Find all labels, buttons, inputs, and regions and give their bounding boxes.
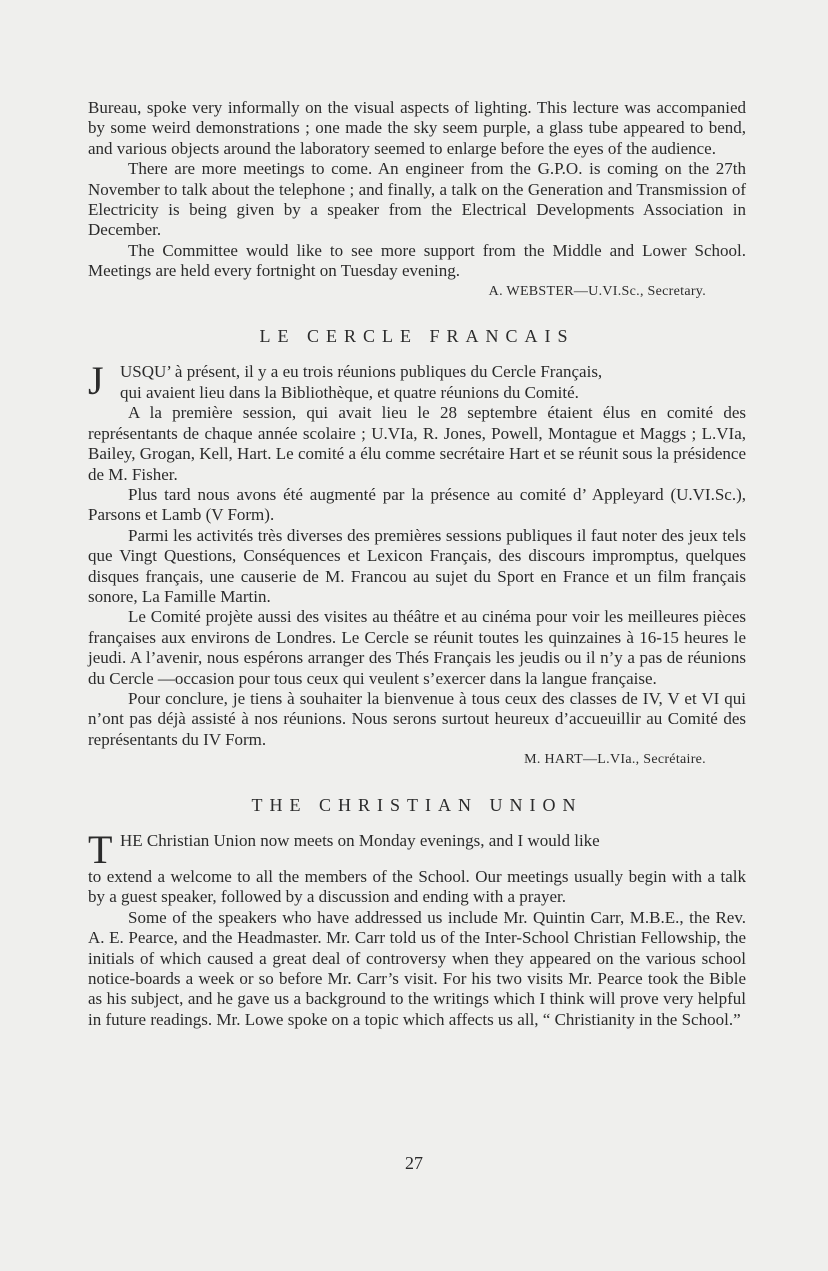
paragraph: Plus tard nous avons été augmenté par la présence au comité d’ Appleyard (U.VI.Sc.), Parsons et Lamb (V Form). xyxy=(88,484,746,525)
cercle-francais-section xyxy=(88,326,746,771)
paragraph: The Committee would like to see more support from the Middle and Lower School. Meetings are held every fortnight on Tuesday evening. xyxy=(88,240,746,281)
paragraph-continuation: qui avaient lieu dans la Bibliothèque, et quatre réunions du Comité. xyxy=(120,382,579,402)
drop-text xyxy=(120,362,746,403)
signature: A. WEBSTER—U.VI.Sc., Secretary. xyxy=(488,283,706,299)
paragraph: Pour conclure, je tiens à souhaiter la bienvenue à tous ceux des classes de IV, V et VI qui n’ont pas déjà assisté à nos réunions. Nous serons surtout heureux d’accueuillir au Comité des représentants du IV Form. xyxy=(88,688,746,749)
paragraph: Bureau, spoke very informally on the visual aspects of lighting. This lecture was accompanied by some weird demonstrations ; one made the sky seem purple, a glass tube appeared to bend, and various objects around the laboratory seemed to enlarge before the eyes of the audience. xyxy=(88,98,746,158)
drop-paragraph xyxy=(88,827,746,872)
article-column xyxy=(88,98,746,1030)
page-number: 27 xyxy=(405,1153,423,1173)
lighting-lecture-section xyxy=(88,98,746,302)
christian-union-section xyxy=(88,795,746,1031)
drop-text xyxy=(120,831,746,867)
paragraph-continuation: to extend a welcome to all the members of the School. Our meetings usually begin with a talk by a guest speaker, followed by a discussion and ending with a prayer. xyxy=(88,867,746,907)
paragraph: A la première session, qui avait lieu le 28 septembre étaient élus en comité des représentants de chaque année scolaire ; U.VIa, R. Jones, Powell, Montague et Maggs ; L.VIa, Bailey, Grogan, Kell, Hart. Le comité a élu comme secrétaire Hart et se réunit sous la présidence de M. Fisher. xyxy=(88,403,746,484)
section-heading: THE CHRISTIAN UNION xyxy=(251,794,583,815)
paragraph: Parmi les activités très diverses des premières sessions publiques il faut noter des jeux tels que Vingt Questions, Conséquences et Lexicon Français, des discours impromptus, quelques disques français, une causerie de M. Francou au sujet du Sport en France et un film français sonore, La Famille Martin. xyxy=(88,525,746,606)
drop-cap: T xyxy=(88,827,113,872)
paragraph: Le Comité projète aussi des visites au théâtre et au cinéma pour voir les meilleures pièces françaises aux environs de Londres. Le Cercle se réunit toutes les quinzaines à 16-15 heures le jeudi. A l’avenir, nous espérons arranger des Thés Français les jeudis ou il n’y a pas de réunions du Cercle —occasion pour tous ceux qui veulent s’exercer dans la langue française. xyxy=(88,607,746,688)
paragraph: There are more meetings to come. An engineer from the G.P.O. is coming on the 27th November to talk about the telephone ; and finally, a talk on the Generation and Transmission of Electricity is being given by a speaker from the Electrical Developments Association in December. xyxy=(88,159,746,240)
signature: M. HART—L.VIa., Secrétaire. xyxy=(524,752,706,768)
section-heading: LE CERCLE FRANCAIS xyxy=(259,326,575,347)
paragraph-first-line: HE Christian Union now meets on Monday evenings, and I would like xyxy=(120,831,600,850)
drop-paragraph xyxy=(88,358,746,404)
drop-cap: J xyxy=(88,358,104,404)
paragraph: Some of the speakers who have addressed us include Mr. Quintin Carr, M.B.E., the Rev. A. E. Pearce, and the Headmaster. Mr. Carr told us of the Inter-School Christian Fellowship, the initials of which caused a great deal of controversy when they appeared on the various school notice-boards a week or so before Mr. Carr’s visit. For his two visits Mr. Pearce took the Bible as his subject, and he gave us a background to the writings which I think will prove very helpful in future readings. Mr. Lowe spoke on a topic which affects us all, “ Christianity in the School.” xyxy=(88,907,746,1029)
paragraph-first-line: USQU’ à présent, il y a eu trois réunions publiques du Cercle Français, xyxy=(120,362,603,382)
